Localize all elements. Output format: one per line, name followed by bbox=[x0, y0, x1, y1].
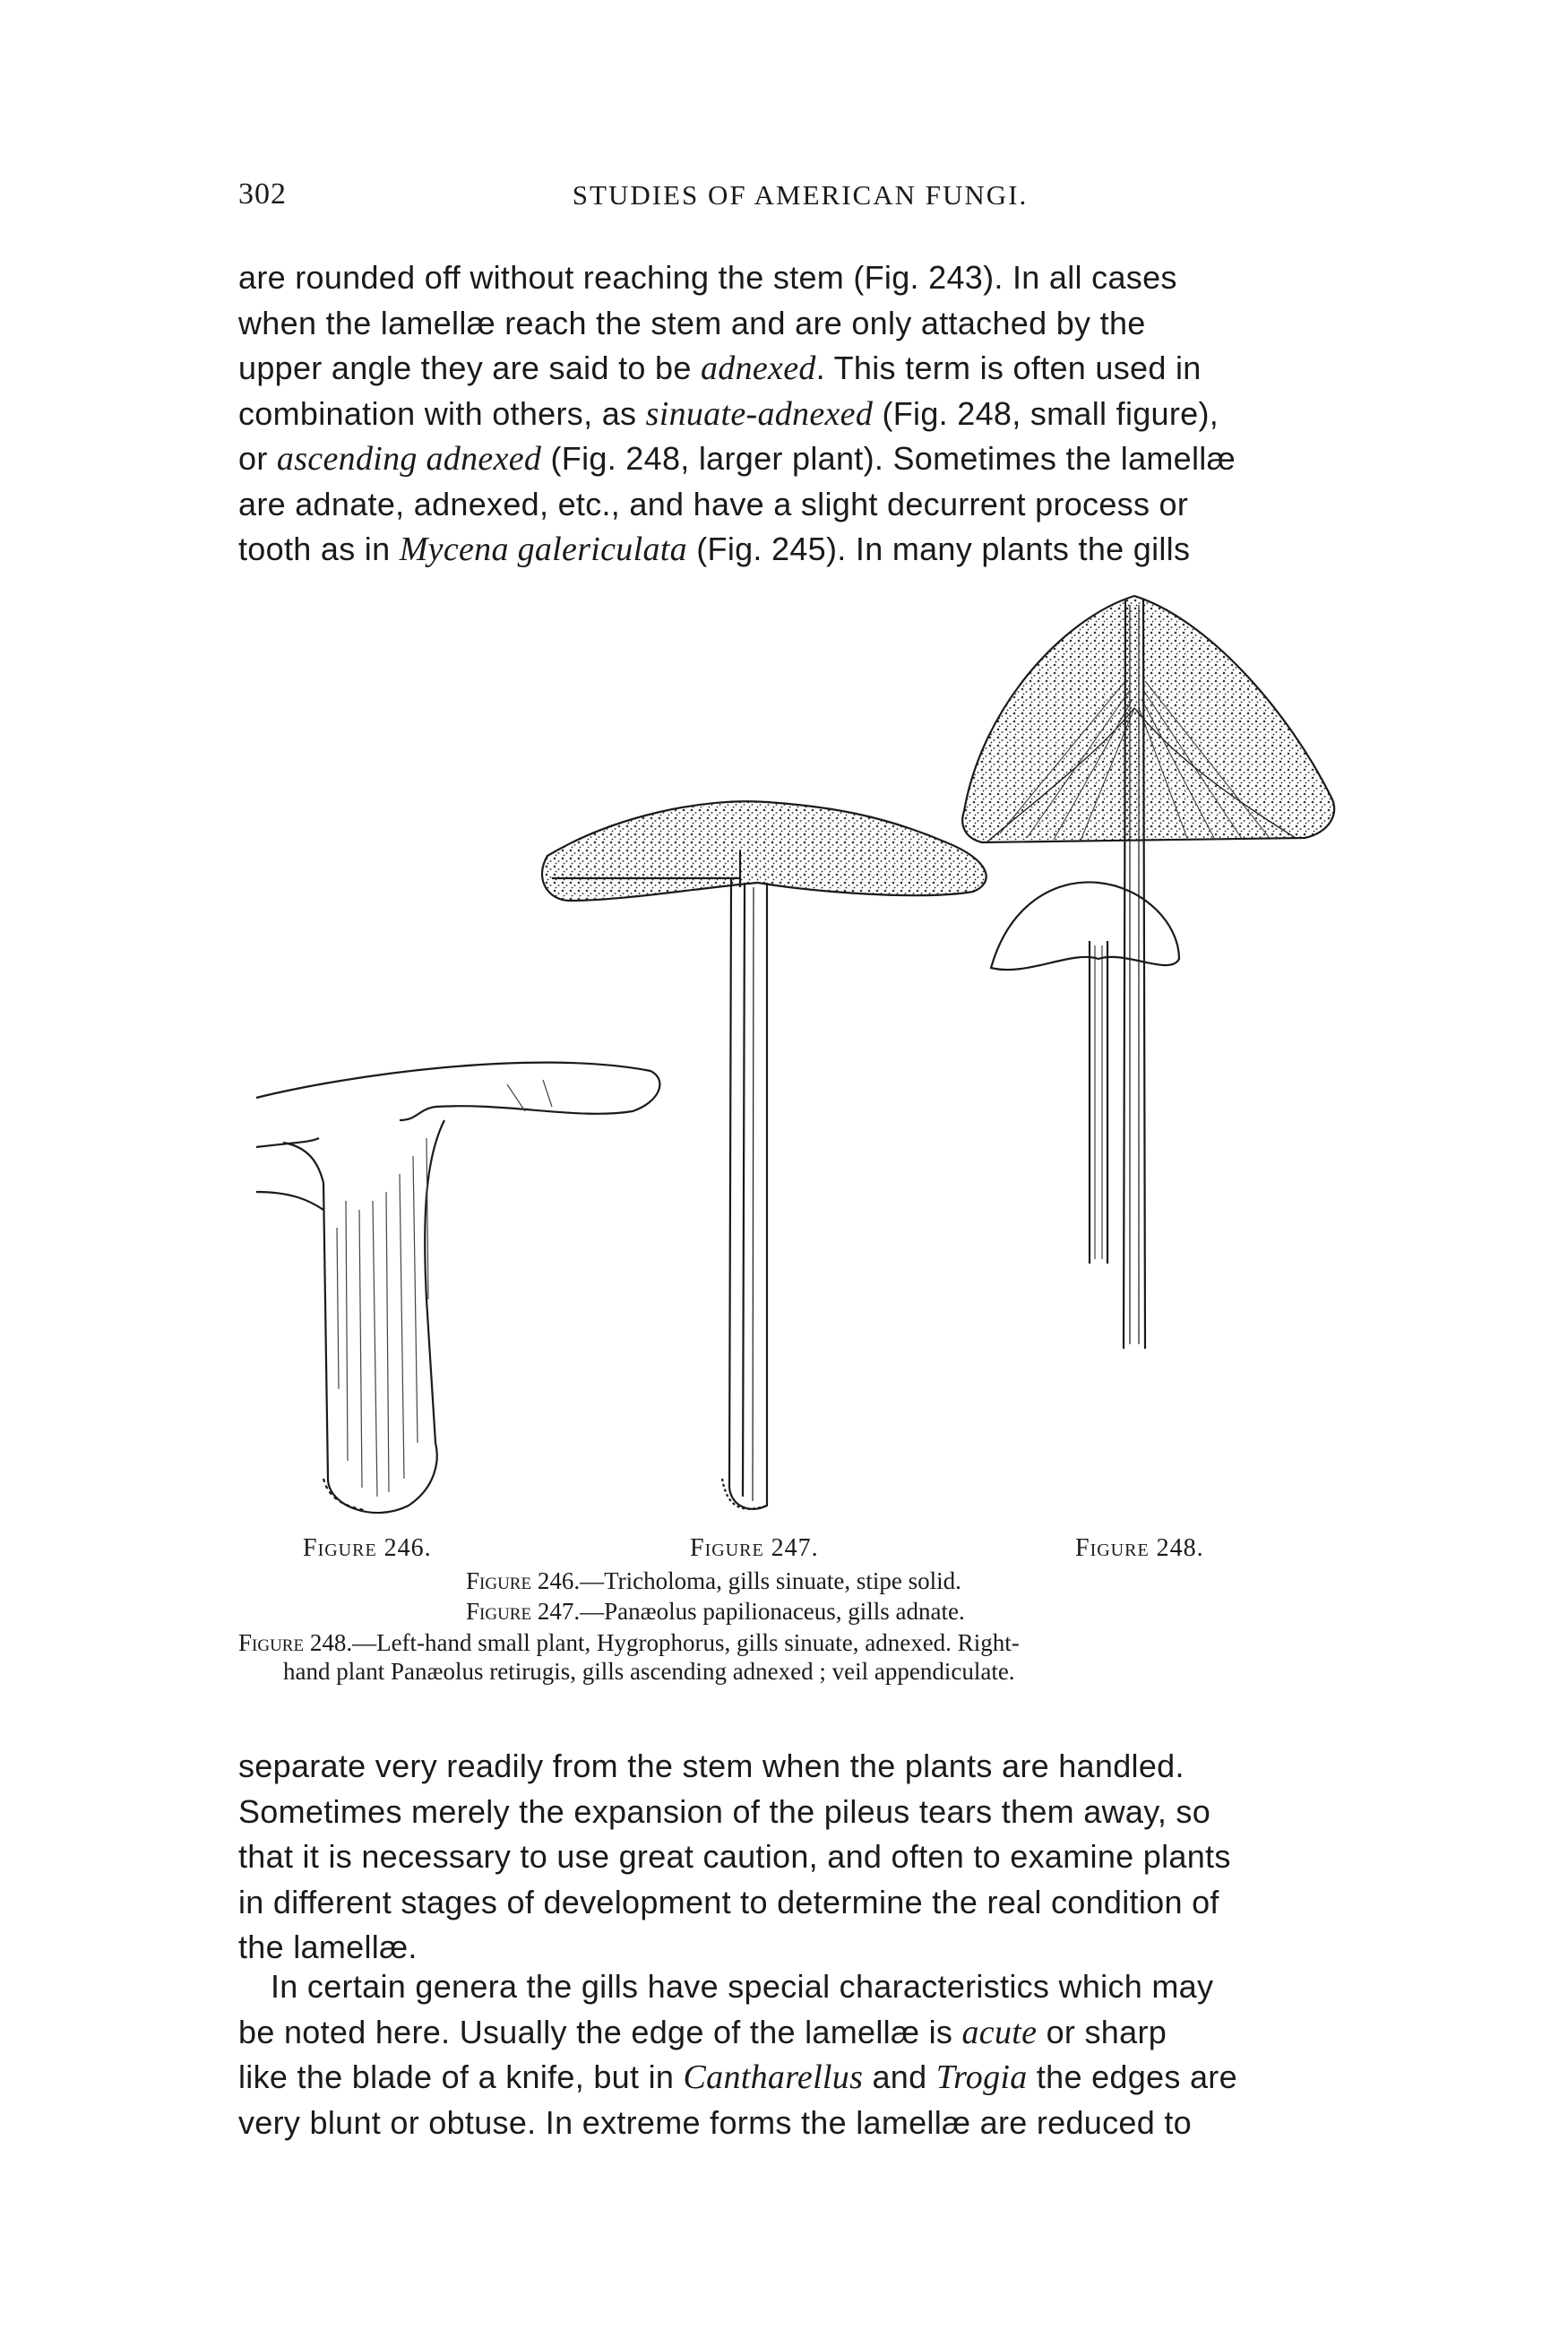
caption-figure-248: Figure 248.—Left-hand small plant, Hygrophorus, gills sinuate, adnexed. Right- hand plant Panæolus retirugis, gills ascending adnexed ; veil appendiculate. bbox=[238, 1629, 1020, 1685]
term-adnexed: adnexed bbox=[700, 350, 816, 387]
paragraph-intro bbox=[238, 255, 1362, 573]
figure-247-label: Figure 247. bbox=[690, 1534, 819, 1562]
text-line: in different stages of development to determine the real condition of bbox=[238, 1883, 1219, 1920]
text-line: when the lamellæ reach the stem and are only attached by the bbox=[238, 304, 1146, 341]
illustration-svg bbox=[238, 582, 1362, 1532]
text-line: very blunt or obtuse. In extreme forms the lamellæ are reduced to bbox=[238, 2103, 1192, 2141]
term-ascending-adnexed: ascending adnexed bbox=[276, 440, 542, 478]
text-line: that it is necessary to use great caution, and often to examine plants bbox=[238, 1838, 1231, 1875]
page-header bbox=[238, 177, 1362, 213]
figure-248-drawing bbox=[962, 596, 1334, 1349]
text-line: or ascending adnexed (Fig. 248, larger plant). Sometimes the lamellæ bbox=[238, 440, 1236, 478]
term-cantharellus: Cantharellus bbox=[683, 2058, 864, 2096]
figure-246-label: Figure 246. bbox=[303, 1534, 432, 1562]
text-line: like the blade of a knife, but in Cantharellus and Trogia the edges are bbox=[238, 2058, 1237, 2096]
text-line: the lamellæ. bbox=[238, 1929, 418, 1965]
text-line: In certain genera the gills have special characteristics which may bbox=[271, 1968, 1214, 2005]
mushroom-illustration bbox=[238, 582, 1362, 1532]
term-mycena-galericulata: Mycena galericulata bbox=[399, 531, 687, 568]
text-line: combination with others, as sinuate-adnexed (Fig. 248, small figure), bbox=[238, 394, 1219, 433]
page-number: 302 bbox=[238, 177, 287, 211]
term-acute: acute bbox=[961, 2013, 1038, 2051]
caption-figure-247: Figure 247.—Panæolus papilionaceus, gills adnate. bbox=[466, 1598, 965, 1625]
figure-246-drawing bbox=[256, 1063, 659, 1513]
paragraph-genera bbox=[238, 1964, 1362, 2145]
running-title: STUDIES OF AMERICAN FUNGI. bbox=[572, 179, 1029, 211]
text-line: Sometimes merely the expansion of the pileus tears them away, so bbox=[238, 1792, 1211, 1830]
text-line: be noted here. Usually the edge of the lamellæ is acute or sharp bbox=[238, 2013, 1167, 2051]
term-sinuate-adnexed: sinuate-adnexed bbox=[645, 394, 874, 433]
figure-248-label: Figure 248. bbox=[1075, 1534, 1204, 1562]
text-line: upper angle they are said to be adnexed. This term is often used in bbox=[238, 350, 1202, 387]
paragraph-separate bbox=[238, 1744, 1362, 1971]
text-line: are adnate, adnexed, etc., and have a slight decurrent process or bbox=[238, 485, 1189, 522]
text-line: tooth as in Mycena galericulata (Fig. 245). In many plants the gills bbox=[238, 531, 1191, 568]
text-line: separate very readily from the stem when the plants are handled. bbox=[238, 1748, 1185, 1784]
figure-247-drawing bbox=[542, 801, 986, 1509]
text-line: are rounded off without reaching the stem (Fig. 243). In all cases bbox=[238, 259, 1177, 296]
caption-figure-246: Figure 246.—Tricholoma, gills sinuate, stipe solid. bbox=[466, 1567, 961, 1594]
term-trogia: Trogia bbox=[935, 2058, 1028, 2096]
